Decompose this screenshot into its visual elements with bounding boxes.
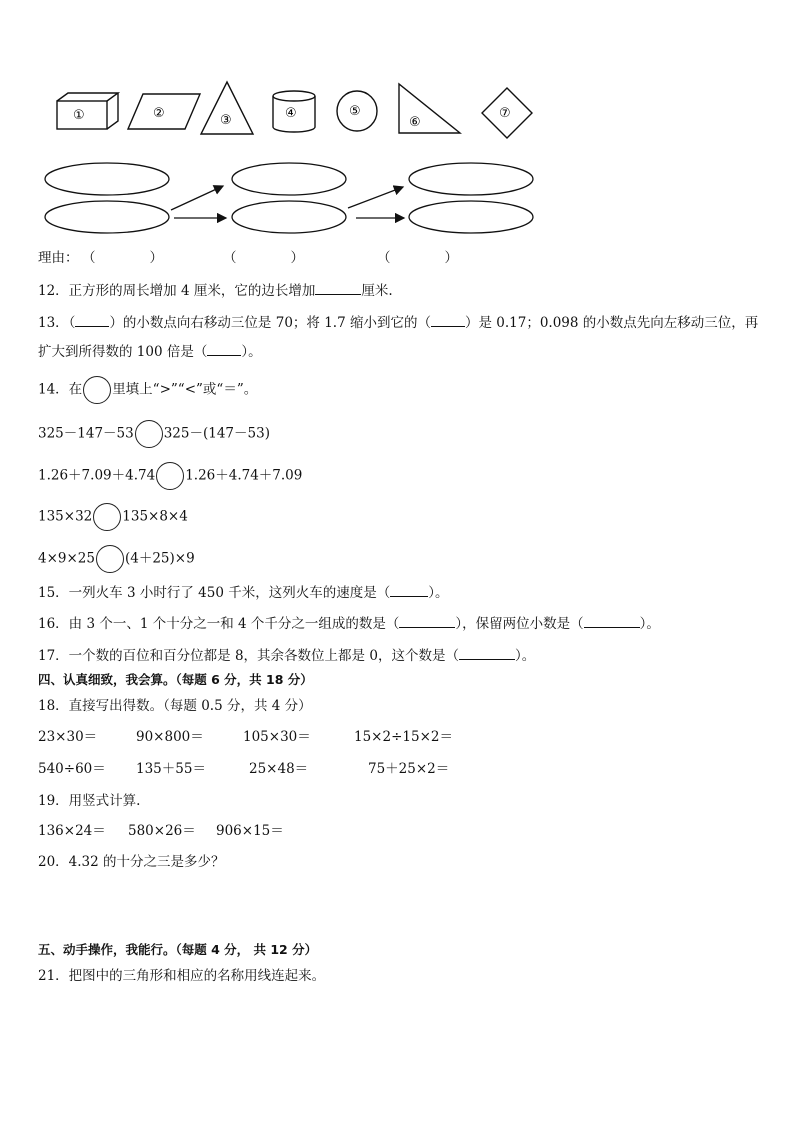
arrow-up-1 (171, 186, 223, 210)
answer-blank-15[interactable] (390, 583, 428, 597)
reason-blank-1[interactable]: （ ） (82, 250, 163, 266)
compare-row-2: 1.26＋7.09＋4.74 1.26＋4.74＋7.09 (38, 462, 302, 490)
answer-blank-17[interactable] (459, 646, 515, 660)
answer-blank-16a[interactable] (399, 614, 455, 628)
answer-blank-12[interactable] (315, 281, 361, 295)
compare-circle-example (83, 376, 111, 404)
compare-row-3: 135×32 135×8×4 (38, 503, 188, 531)
compare-circle-3[interactable] (93, 503, 121, 531)
reason-blank-2[interactable]: （ ） (223, 250, 304, 266)
sort-ellipse-3a (409, 163, 533, 195)
compare-circle-2[interactable] (156, 462, 184, 490)
compare-circle-4[interactable] (96, 545, 124, 573)
answer-blank-13b[interactable] (431, 313, 465, 327)
cuboid-icon (57, 93, 118, 129)
sort-ellipse-2a (232, 163, 346, 195)
calc-18-6: 135＋55＝ (136, 761, 206, 777)
question-20: 20．4.32 的十分之三是多少？ (38, 854, 225, 870)
triangle-icon (201, 82, 253, 134)
shape-label-2: ② (153, 106, 165, 121)
shape-label-1: ① (73, 108, 85, 123)
shape-label-5: ⑤ (349, 104, 361, 119)
calc-18-2: 90×800＝ (136, 729, 204, 745)
question-13-line-2: 扩大到所得数的 100 倍是（ ）。 (38, 344, 262, 360)
reason-label: 理由： (38, 250, 79, 266)
question-17: 17．一个数的百位和百分位都是 8，其余各数位上都是 0，这个数是（ ）。 (38, 648, 536, 664)
question-14: 14．在 里填上“>”“<”或“＝”。 (38, 376, 257, 404)
sort-ellipse-2b (232, 201, 346, 233)
calc-18-5: 540÷60＝ (38, 761, 106, 777)
question-13-line-1: 13．（ ）的小数点向右移动三位是 70；将 1.7 缩小到它的（ ）是 0.17；0.098 的小数点先向左移动三位，再 (38, 315, 759, 331)
shape-label-7: ⑦ (499, 106, 511, 121)
answer-blank-13c[interactable] (207, 342, 241, 356)
shapes-figure (0, 0, 794, 240)
compare-row-1: 325－147－53 325－(147－53) (38, 420, 270, 448)
compare-row-4: 4×9×25 (4＋25)×9 (38, 545, 195, 573)
arrow-up-2 (348, 187, 403, 208)
cylinder-icon (273, 91, 315, 132)
sort-ellipse-1b (45, 201, 169, 233)
square-diamond-icon (482, 88, 532, 138)
calc-18-1: 23×30＝ (38, 729, 98, 745)
sort-ellipse-1a (45, 163, 169, 195)
sort-ellipse-3b (409, 201, 533, 233)
calc-19-2: 580×26＝ (128, 823, 196, 839)
compare-circle-1[interactable] (135, 420, 163, 448)
section-5-heading: 五、动手操作，我能行。（每题 4 分， 共 12 分） (38, 942, 318, 957)
sphere-icon (337, 91, 377, 131)
parallelogram-icon (128, 94, 200, 129)
question-21: 21．把图中的三角形和相应的名称用线连起来。 (38, 968, 326, 984)
answer-blank-13a[interactable] (75, 313, 109, 327)
calc-19-1: 136×24＝ (38, 823, 106, 839)
calc-18-3: 105×30＝ (243, 729, 311, 745)
shape-label-4: ④ (285, 106, 297, 121)
question-15: 15．一列火车 3 小时行了 450 千米，这列火车的速度是（ ）。 (38, 585, 449, 601)
question-19-title: 19．用竖式计算. (38, 793, 141, 809)
calc-19-3: 906×15＝ (216, 823, 284, 839)
question-18-title: 18．直接写出得数。（每题 0.5 分，共 4 分） (38, 698, 312, 714)
calc-18-4: 15×2÷15×2＝ (354, 729, 453, 745)
calc-18-8: 75＋25×2＝ (368, 761, 450, 777)
answer-blank-16b[interactable] (584, 614, 640, 628)
shape-label-3: ③ (220, 113, 232, 128)
question-16: 16．由 3 个一、1 个十分之一和 4 个千分之一组成的数是（ ），保留两位小数是（ ）。 (38, 616, 660, 632)
calc-18-7: 25×48＝ (249, 761, 309, 777)
question-12: 12．正方形的周长增加 4 厘米，它的边长增加 厘米. (38, 283, 393, 299)
shape-label-6: ⑥ (409, 115, 421, 130)
reason-blank-3[interactable]: （ ） (377, 250, 458, 266)
section-4-heading: 四、认真细致，我会算。（每题 6 分，共 18 分） (38, 672, 313, 687)
right-triangle-icon (399, 84, 460, 133)
